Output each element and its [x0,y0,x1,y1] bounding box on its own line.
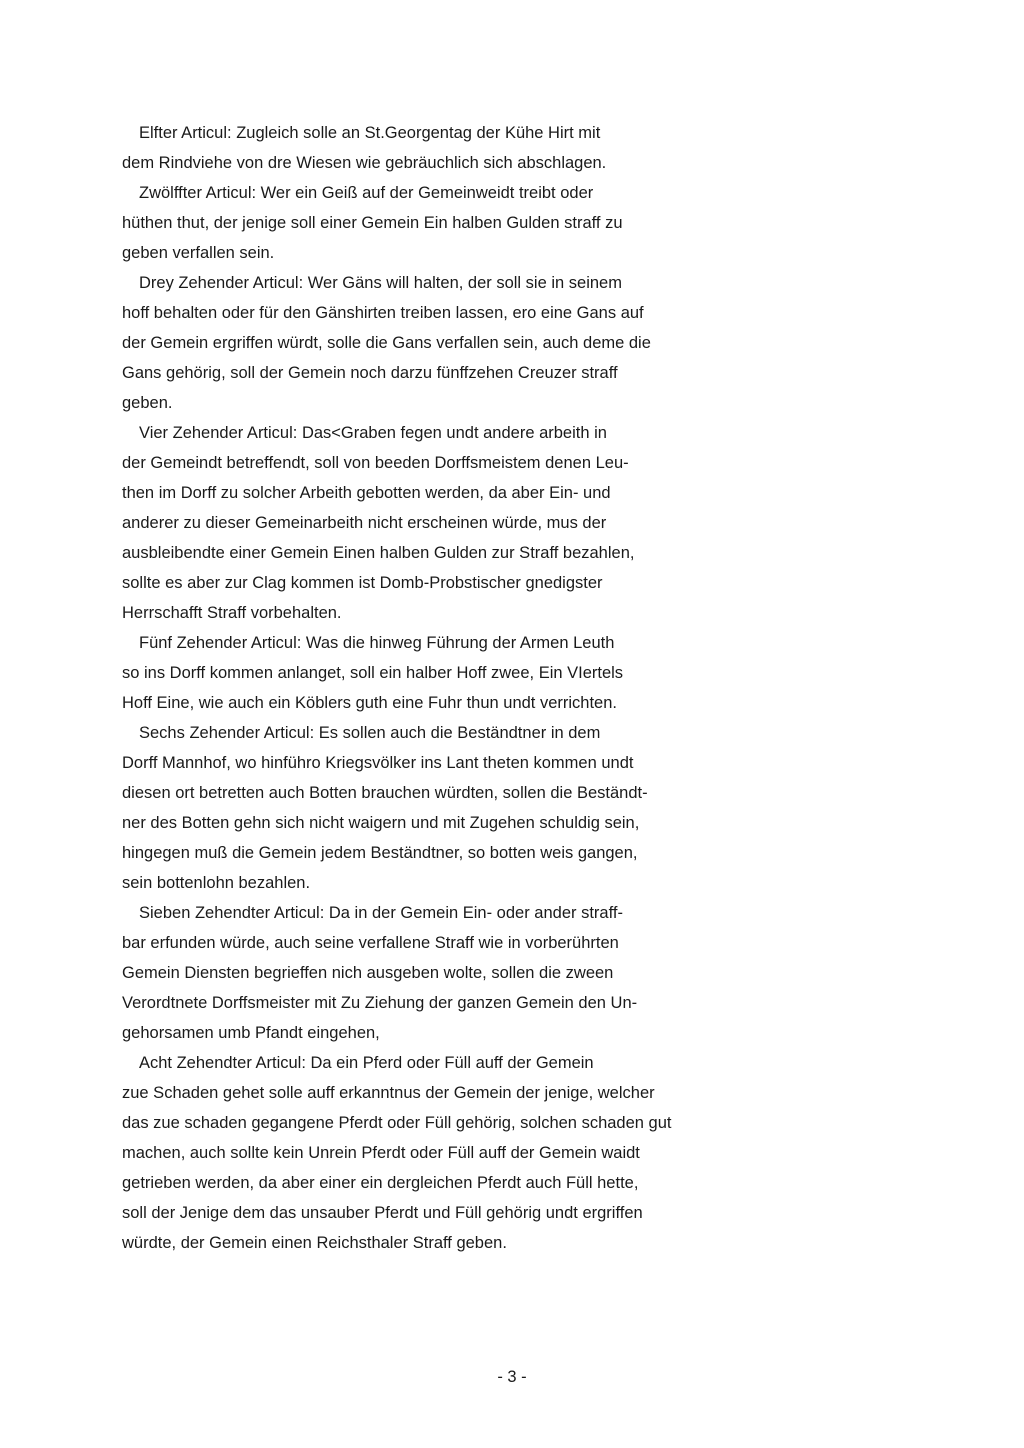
article-heading-line: Sechs Zehender Articul: Es sollen auch die Beständtner in dem [139,724,601,742]
text-line: hoff behalten oder für den Gänshirten treiben lassen, ero eine Gans auf [122,304,644,322]
article-heading-line: Vier Zehender Articul: Das<Graben fegen undt andere arbeith in [139,424,607,442]
text-line: gehorsamen umb Pfandt eingehen, [122,1024,380,1042]
text-line: ner des Botten gehn sich nicht waigern und mit Zugehen schuldig sein, [122,814,640,832]
text-line: zue Schaden gehet solle auff erkanntnus der Gemein der jenige, welcher [122,1084,655,1102]
text-line: Gans gehörig, soll der Gemein noch darzu fünffzehen Creuzer straff [122,364,618,382]
text-line: Herrschafft Straff vorbehalten. [122,604,342,622]
text-line: der Gemeindt betreffendt, soll von beeden Dorffsmeistem denen Leu- [122,454,629,472]
page-number: - 3 - [497,1368,527,1386]
text-line: der Gemein ergriffen würdt, solle die Gans verfallen sein, auch deme die [122,334,651,352]
text-line: soll der Jenige dem das unsauber Pferdt und Füll gehörig undt ergriffen [122,1204,643,1222]
text-line: Verordtnete Dorffsmeister mit Zu Ziehung der ganzen Gemein den Un- [122,994,638,1012]
article-heading-line: Acht Zehendter Articul: Da ein Pferd oder Füll auff der Gemein [139,1054,594,1072]
text-line: sein bottenlohn bezahlen. [122,874,311,892]
article-heading-line: Sieben Zehendter Articul: Da in der Gemein Ein- oder ander straff- [139,904,623,922]
document-body [122,118,722,1258]
text-line: Gemein Diensten begrieffen nich ausgeben wolte, sollen die zween [122,964,614,982]
text-line: würdte, der Gemein einen Reichsthaler Straff geben. [122,1234,507,1252]
text-line: dem Rindviehe von dre Wiesen wie gebräuchlich sich abschlagen. [122,154,607,172]
text-line: getrieben werden, da aber einer ein dergleichen Pferdt auch Füll hette, [122,1174,639,1192]
article-heading-line: Drey Zehender Articul: Wer Gäns will halten, der soll sie in seinem [139,274,622,292]
text-line: geben. [122,394,173,412]
text-line: sollte es aber zur Clag kommen ist Domb-Probstischer gnedigster [122,574,603,592]
text-line: Dorff Mannhof, wo hinführo Kriegsvölker ins Lant theten kommen undt [122,754,634,772]
text-line: geben verfallen sein. [122,244,275,262]
article-heading-line: Fünf Zehender Articul: Was die hinweg Führung der Armen Leuth [139,634,615,652]
text-line: ausbleibendte einer Gemein Einen halben Gulden zur Straff bezahlen, [122,544,635,562]
text-line: bar erfunden würde, auch seine verfallene Straff wie in vorberührten [122,934,619,952]
article-heading-line: Zwölffter Articul: Wer ein Geiß auf der Gemeinweidt treibt oder [139,184,594,202]
text-line: hingegen muß die Gemein jedem Beständtner, so botten weis gangen, [122,844,638,862]
text-line: Hoff Eine, wie auch ein Köblers guth eine Fuhr thun undt verrichten. [122,694,617,712]
text-line: so ins Dorff kommen anlanget, soll ein halber Hoff zwee, Ein VIertels [122,664,624,682]
text-line: machen, auch sollte kein Unrein Pferdt oder Füll auff der Gemein waidt [122,1144,640,1162]
text-line: diesen ort betretten auch Botten brauchen würdten, sollen die Beständt- [122,784,648,802]
text-line: das zue schaden gegangene Pferdt oder Füll gehörig, solchen schaden gut [122,1114,672,1132]
article-heading-line: Elfter Articul: Zugleich solle an St.Georgentag der Kühe Hirt mit [139,124,601,142]
text-line: then im Dorff zu solcher Arbeith gebotten werden, da aber Ein- und [122,484,611,502]
text-line: hüthen thut, der jenige soll einer Gemein Ein halben Gulden straff zu [122,214,623,232]
text-line: anderer zu dieser Gemeinarbeith nicht erscheinen würde, mus der [122,514,607,532]
